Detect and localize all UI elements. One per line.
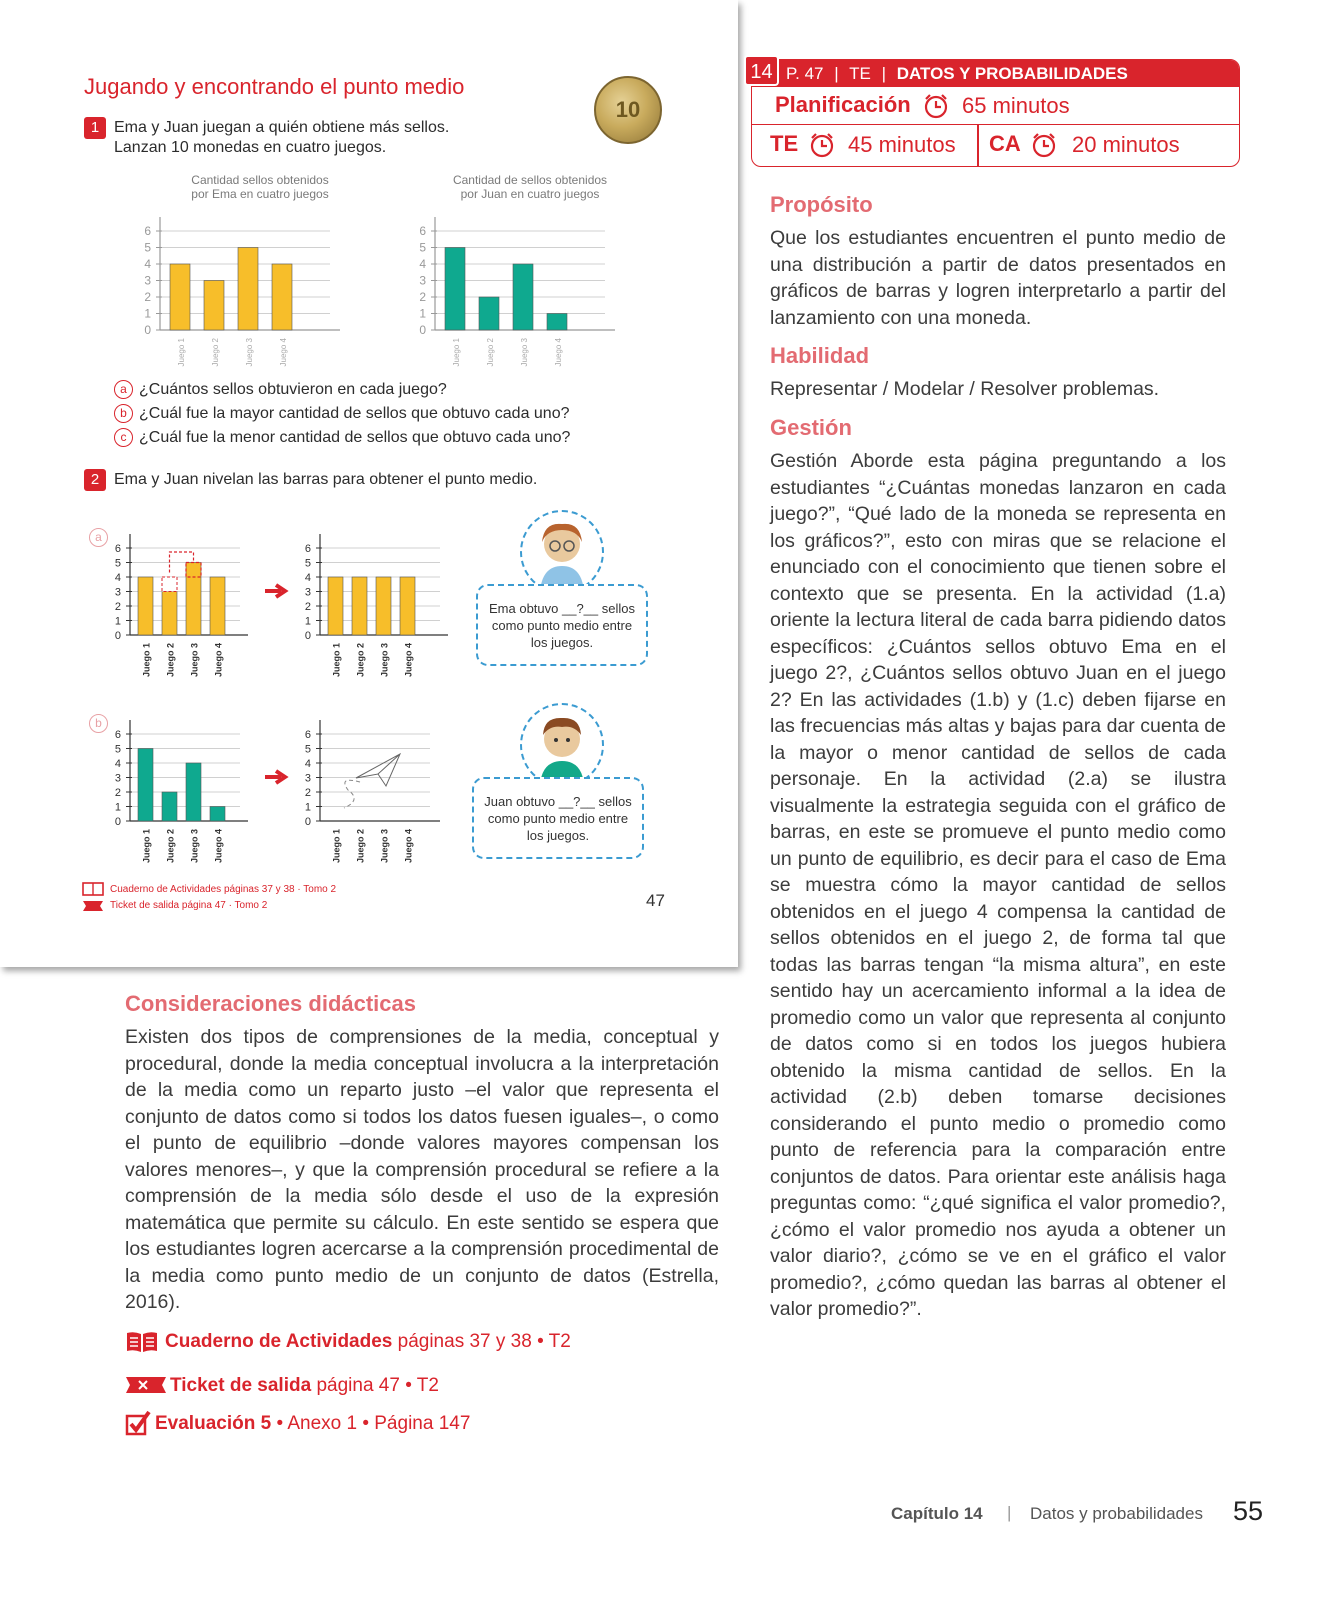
x-category-label: Juego 4 bbox=[403, 829, 414, 864]
consideraciones-title: Consideraciones didácticas bbox=[125, 991, 416, 1016]
resource-notebook-label: Cuaderno de Actividades bbox=[165, 1331, 393, 1352]
book-title: Jugando y encontrando el punto medio bbox=[84, 74, 465, 99]
habilidad-text: Representar / Modelar / Resolver problemas. bbox=[770, 378, 1160, 400]
juan-speech-bubble: Juan obtuvo __?__ sellos como punto medio entre los juegos. bbox=[472, 777, 644, 859]
y-tick-label: 3 bbox=[419, 273, 426, 288]
y-tick-label: 0 bbox=[419, 323, 426, 337]
x-category-label: Juego 1 bbox=[177, 338, 186, 367]
y-tick-label: 2 bbox=[114, 787, 121, 799]
bar bbox=[513, 264, 533, 330]
exercise-1-line2: Lanzan 10 monedas en cuatro juegos. bbox=[114, 139, 387, 156]
ticket-icon bbox=[82, 900, 104, 912]
notebook-icon bbox=[125, 1330, 159, 1354]
te-tag: TE bbox=[849, 64, 871, 83]
y-tick-label: 4 bbox=[304, 758, 311, 770]
book-page-number: 47 bbox=[646, 891, 665, 910]
bar bbox=[138, 749, 153, 822]
chart-ema-title: Cantidad sellos obtenidos por Ema en cuatro juegos bbox=[191, 173, 329, 201]
x-category-label: Juego 1 bbox=[452, 338, 461, 367]
bar bbox=[352, 577, 367, 635]
y-tick-label: 1 bbox=[114, 615, 121, 628]
page-ref: P. 47 bbox=[786, 64, 824, 83]
arrow-icon bbox=[263, 583, 289, 599]
bar bbox=[162, 592, 177, 636]
chart-juan-original bbox=[108, 716, 248, 866]
question-c-text: ¿Cuál fue la menor cantidad de sellos que obtuvo cada uno? bbox=[139, 429, 571, 446]
y-tick-label: 0 bbox=[114, 816, 121, 828]
bar bbox=[186, 763, 201, 821]
exercise-1-number: 1 bbox=[84, 117, 106, 139]
y-tick-label: 5 bbox=[144, 240, 151, 255]
arrow-icon bbox=[263, 769, 289, 785]
ema-speech-bubble: Ema obtuvo __?__ sellos como punto medio entre los juegos. bbox=[476, 584, 648, 666]
y-tick-label: 5 bbox=[419, 240, 426, 255]
bar bbox=[170, 264, 190, 330]
y-tick-label: 6 bbox=[114, 729, 121, 741]
chart-ema-original bbox=[108, 530, 248, 680]
chart-juan-blank bbox=[298, 716, 448, 866]
x-category-label: Juego 4 bbox=[213, 643, 224, 678]
x-category-label: Juego 1 bbox=[141, 829, 152, 864]
notebook-icon bbox=[82, 882, 104, 896]
question-c-letter: c bbox=[114, 428, 133, 447]
x-category-label: Juego 1 bbox=[141, 643, 152, 678]
chart-juan-title: Cantidad de sellos obtenidos por Juan en cuatro juegos bbox=[452, 173, 608, 201]
x-category-label: Juego 4 bbox=[403, 643, 414, 678]
juan-avatar bbox=[520, 703, 604, 787]
plane-trail bbox=[344, 780, 360, 808]
boy-icon bbox=[522, 705, 602, 785]
y-tick-label: 4 bbox=[114, 572, 121, 584]
ticket-icon bbox=[125, 1375, 167, 1395]
resource-notebook-detail: páginas 37 y 38 • T2 bbox=[392, 1331, 571, 1352]
y-tick-label: 4 bbox=[419, 257, 426, 271]
bar bbox=[376, 577, 391, 635]
x-category-label: Juego 2 bbox=[211, 338, 220, 367]
y-tick-label: 3 bbox=[304, 772, 311, 785]
footer-subject: Datos y probabilidades bbox=[1030, 1504, 1203, 1523]
te-label: TE bbox=[770, 131, 799, 156]
y-tick-label: 4 bbox=[304, 572, 311, 584]
y-tick-label: 2 bbox=[304, 787, 311, 799]
question-b-letter: b bbox=[114, 404, 133, 423]
chart-ema-leveled bbox=[298, 530, 448, 680]
gestion-text: Gestión Aborde esta página preguntando a los estudiantes “¿Cuántas monedas lanzaron en cada juego?”, “Qué lado de la moneda se representa en los gráficos?”, esto con miras que se relacione el enunciado con el conocimiento que tienen sobre el contexto que se presenta. En la actividad (1.a) oriente la lectura literal de cada barra pidiendo datos específicos: ¿Cuántos sellos obtuvo Ema en el juego 2?, ¿Cuántos sellos obtuvo Juan en el juego 2? En las actividades (1.b) y (1.c) deben fijarse en las frecuencias más altas y bajas para dar cuenta de la mayor o menor cantidad de sellos de cada personaje. En la actividad (2.a) se ilustra visualmente la estrategia seguida con el gráfico de barras, en este se promueve el punto medio como un punto de equilibrio, es decir para el caso de Ema se muestra cómo la mayor cantidad de sellos obtenidos en el juego 4 compensa la cantidad de sellos obtenidos en el juego 2, de forma tal que todas las barras tengan “la misma altura”, en este sentido hay un acercamiento informal a la idea de promedio como un valor que representa al conjunto de datos como si en todos los juegos hubiera obtenido la misma cantidad de sellos. En la actividad (2.b) deben tomarse decisiones considerando el punto medio o promedio como punto de referencia para la comparación entre conjuntos de datos. Para orientar este análisis haga preguntas como: “¿qué significa el valor promedio?, ¿cómo el valor promedio nos ayuda a obtener un valor diario?, ¿cómo se ve en el gráfico el valor promedio?, ¿cómo quedan las barras al obtener el valor promedio?”. bbox=[770, 450, 1226, 1320]
y-tick-label: 3 bbox=[144, 273, 151, 288]
ca-label: CA bbox=[989, 131, 1021, 156]
y-tick-label: 5 bbox=[304, 557, 311, 570]
chart-ema bbox=[120, 200, 340, 370]
topic-title: DATOS Y PROBABILIDADES bbox=[896, 64, 1128, 83]
resource-ticket-label: Ticket de salida bbox=[170, 1375, 312, 1396]
planning-label: Planificación bbox=[775, 92, 911, 117]
x-category-label: Juego 3 bbox=[189, 829, 200, 864]
time-split-row bbox=[752, 124, 1239, 167]
alarm-clock-icon bbox=[922, 92, 950, 120]
girl-icon bbox=[522, 512, 602, 592]
x-category-label: Juego 3 bbox=[379, 829, 390, 864]
y-tick-label: 1 bbox=[419, 306, 426, 321]
y-tick-label: 3 bbox=[304, 586, 311, 599]
coin-label: 10 bbox=[615, 97, 641, 122]
y-tick-label: 4 bbox=[114, 758, 121, 770]
y-tick-label: 1 bbox=[114, 801, 121, 814]
part-a-letter: a bbox=[89, 528, 108, 547]
header-bar: P. 47 | TE | DATOS Y PROBABILIDADES bbox=[752, 60, 1239, 87]
x-category-label: Juego 3 bbox=[189, 643, 200, 678]
y-tick-label: 3 bbox=[114, 586, 121, 599]
x-category-label: Juego 2 bbox=[165, 829, 176, 864]
x-category-label: Juego 3 bbox=[520, 338, 529, 367]
y-tick-label: 6 bbox=[304, 543, 311, 555]
y-tick-label: 2 bbox=[114, 601, 121, 613]
resource-evaluation bbox=[155, 1413, 470, 1435]
y-tick-label: 2 bbox=[419, 290, 426, 304]
proposito-title: Propósito bbox=[770, 192, 873, 217]
bar bbox=[238, 248, 258, 331]
te-time: 45 minutos bbox=[848, 132, 956, 157]
footer-chapter: Capítulo 14 bbox=[891, 1504, 983, 1523]
moved-block-target bbox=[162, 577, 177, 592]
gestion-title: Gestión bbox=[770, 415, 852, 440]
chart-juan bbox=[395, 200, 615, 370]
coin-image bbox=[594, 76, 662, 144]
planning-header bbox=[751, 59, 1240, 167]
student-book-page bbox=[0, 0, 738, 967]
bar bbox=[445, 248, 465, 331]
bar bbox=[547, 314, 567, 331]
y-tick-label: 6 bbox=[114, 543, 121, 555]
y-tick-label: 1 bbox=[144, 306, 151, 321]
consideraciones-text: Existen dos tipos de comprensiones de la media, conceptual y procedural, donde la media conceptual involucra a la interpretación de la media como un reparto justo –el valor que representa el conjunto de datos como si todos los datos fuesen iguales–, o como el punto de equilibrio –donde valores mayores compensan los valores menores–, y que la comprensión procedural se refiere a la comprensión de la media sólo desde el uso de la expresión matemática que permite su cálculo. En este sentido se espera que los estudiantes logren acercarse a la comprensión procedimental de la media como punto medio de un conjunto de datos (Estrella, 2016). bbox=[125, 1026, 719, 1313]
question-b-text: ¿Cuál fue la mayor cantidad de sellos que obtuvo cada uno? bbox=[139, 405, 570, 422]
bar bbox=[210, 577, 225, 635]
resource-ticket bbox=[170, 1375, 439, 1397]
bar bbox=[204, 281, 224, 331]
y-tick-label: 0 bbox=[114, 630, 121, 642]
x-category-label: Juego 2 bbox=[165, 643, 176, 678]
bar bbox=[400, 577, 415, 635]
exercise-1-line1: Ema y Juan juegan a quién obtiene más sellos. bbox=[114, 119, 450, 136]
y-tick-label: 1 bbox=[304, 615, 311, 628]
footer-page-number: 55 bbox=[1233, 1496, 1264, 1526]
lesson-number: 14 bbox=[744, 55, 779, 86]
ca-time: 20 minutos bbox=[1072, 132, 1180, 157]
y-tick-label: 5 bbox=[304, 743, 311, 756]
y-tick-label: 0 bbox=[304, 816, 311, 828]
x-category-label: Juego 1 bbox=[331, 643, 342, 678]
habilidad-title: Habilidad bbox=[770, 343, 870, 368]
bar bbox=[272, 264, 292, 330]
x-category-label: Juego 3 bbox=[379, 643, 390, 678]
y-tick-label: 6 bbox=[144, 224, 151, 238]
x-category-label: Juego 4 bbox=[554, 338, 563, 367]
resource-notebook bbox=[165, 1331, 571, 1353]
question-a-text: ¿Cuántos sellos obtuvieron en cada juego? bbox=[139, 381, 447, 398]
x-category-label: Juego 4 bbox=[279, 338, 288, 367]
part-b-letter: b bbox=[89, 714, 108, 733]
bar bbox=[328, 577, 343, 635]
bar bbox=[138, 577, 153, 635]
y-tick-label: 4 bbox=[144, 257, 151, 271]
y-tick-label: 6 bbox=[419, 224, 426, 238]
y-tick-label: 0 bbox=[304, 630, 311, 642]
y-tick-label: 5 bbox=[114, 557, 121, 570]
question-a-letter: a bbox=[114, 380, 133, 399]
x-category-label: Juego 4 bbox=[213, 829, 224, 864]
y-tick-label: 5 bbox=[114, 743, 121, 756]
exercise-2-text: Ema y Juan nivelan las barras para obtener el punto medio. bbox=[114, 471, 538, 488]
bar bbox=[162, 792, 177, 821]
book-footnote-notebook: Cuaderno de Actividades páginas 37 y 38 · Tomo 2 bbox=[110, 884, 337, 895]
planning-time: 65 minutos bbox=[962, 93, 1070, 118]
alarm-clock-icon bbox=[808, 131, 836, 159]
y-tick-label: 6 bbox=[304, 729, 311, 741]
y-tick-label: 1 bbox=[304, 801, 311, 814]
y-tick-label: 3 bbox=[114, 772, 121, 785]
footer-separator: | bbox=[1007, 1503, 1012, 1522]
x-category-label: Juego 2 bbox=[355, 829, 366, 864]
paper-plane-icon bbox=[356, 754, 400, 786]
alarm-clock-icon bbox=[1030, 131, 1058, 159]
proposito-text: Que los estudiantes encuentren el punto medio de una distribución a partir de datos presentados en gráficos de barras y logren interpretarlo a partir del lanzamiento con una moneda. bbox=[770, 227, 1226, 329]
x-category-label: Juego 2 bbox=[486, 338, 495, 367]
y-tick-label: 0 bbox=[144, 323, 151, 337]
exercise-2-number: 2 bbox=[84, 469, 106, 491]
resource-evaluation-detail: • Anexo 1 • Página 147 bbox=[271, 1413, 471, 1434]
x-category-label: Juego 1 bbox=[331, 829, 342, 864]
y-tick-label: 2 bbox=[144, 290, 151, 304]
y-tick-label: 2 bbox=[304, 601, 311, 613]
resource-ticket-detail: página 47 • T2 bbox=[311, 1375, 439, 1396]
bar bbox=[479, 297, 499, 330]
x-category-label: Juego 2 bbox=[355, 643, 366, 678]
resource-evaluation-label: Evaluación 5 bbox=[155, 1413, 272, 1434]
checkmark-icon bbox=[125, 1410, 151, 1436]
ema-avatar bbox=[520, 510, 604, 594]
x-category-label: Juego 3 bbox=[245, 338, 254, 367]
bar bbox=[186, 563, 201, 636]
bar bbox=[210, 807, 225, 822]
book-footnote-ticket: Ticket de salida página 47 · Tomo 2 bbox=[110, 900, 268, 911]
